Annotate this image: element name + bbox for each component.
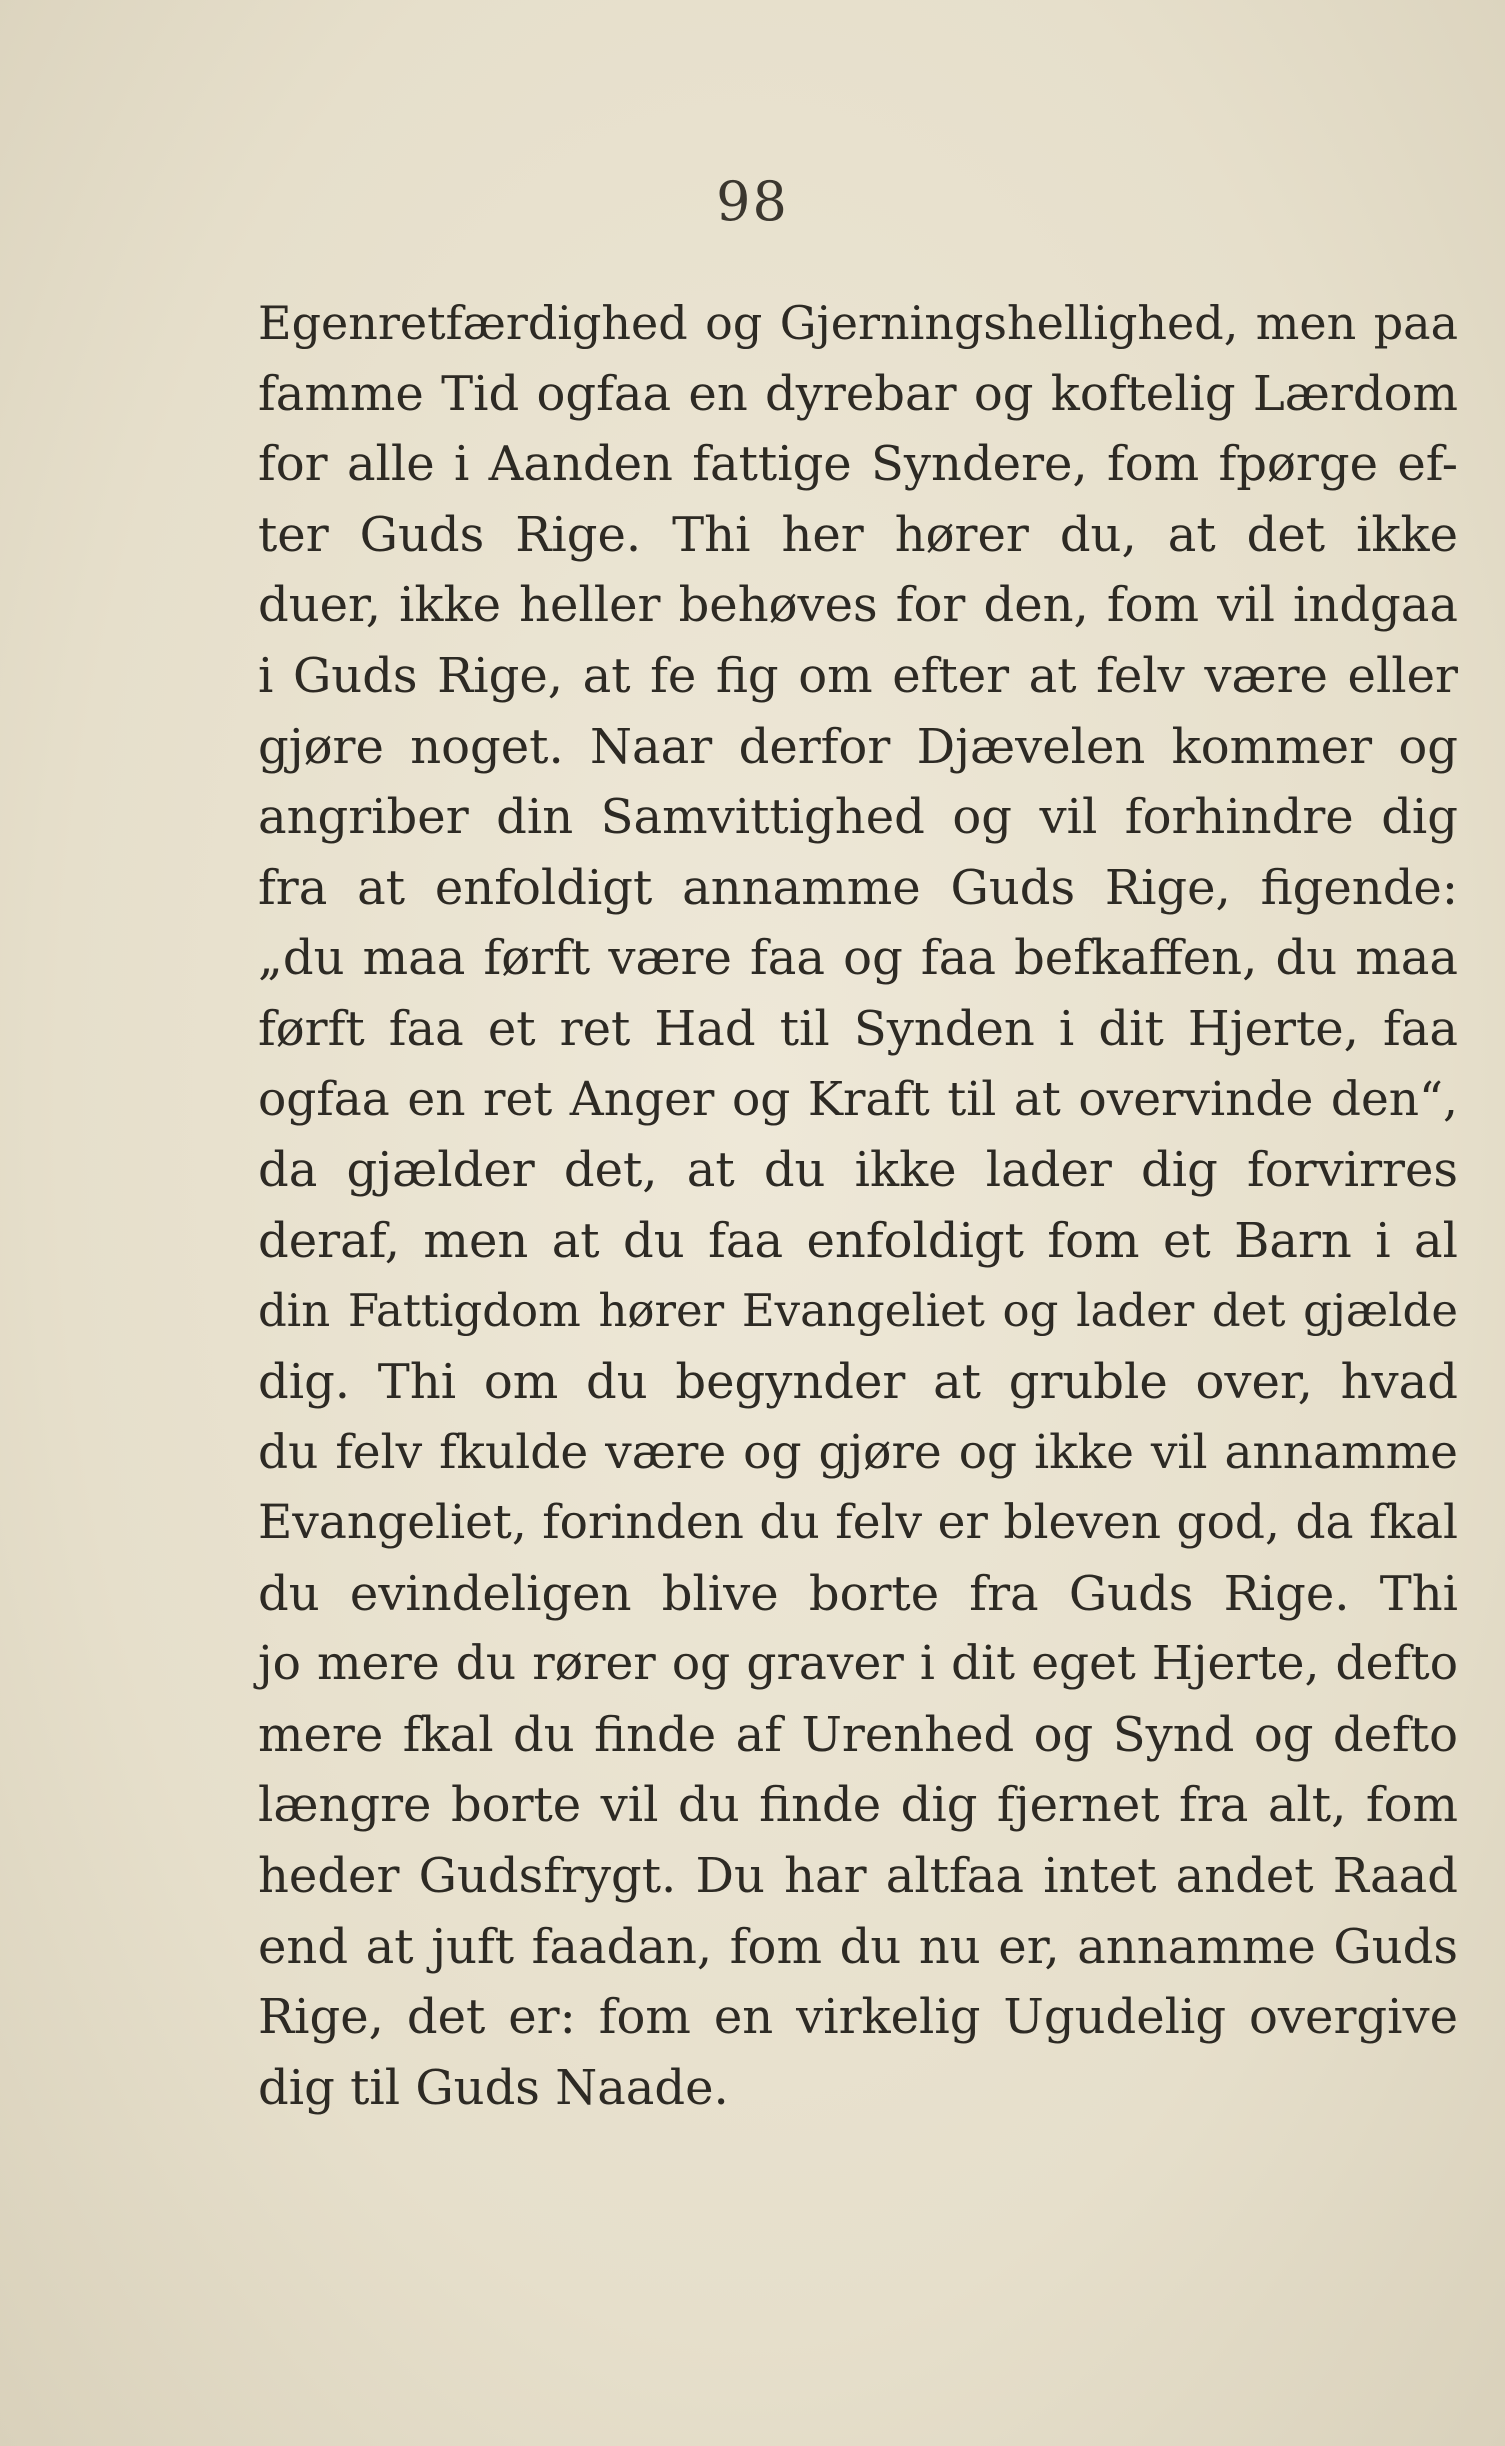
text-line: angriber din Samvittighed og vil forhindre dig: [258, 789, 1458, 846]
text-line: ter Guds Rige. Thi her hører du, at det ikke: [258, 506, 1458, 563]
text-line: dig. Thi om du begynder at gruble over, hvad: [258, 1353, 1458, 1410]
page-number: 98: [716, 170, 789, 233]
body-text: [258, 288, 1458, 2123]
text-line: da gjælder det, at du ikke lader dig forvirres: [258, 1142, 1458, 1199]
text-line: mere fkal du finde af Urenhed og Synd og defto: [258, 1706, 1458, 1763]
text-line: famme Tid ogfaa en dyrebar og koftelig Lærdom: [258, 365, 1458, 422]
text-line: Rige, det er: fom en virkelig Ugudelig overgive: [258, 1989, 1458, 2046]
text-line: længre borte vil du finde dig fjernet fra alt, fom: [258, 1777, 1458, 1834]
text-line: end at juft faadan, fom du nu er, annamme Guds: [258, 1918, 1458, 1975]
text-line: du evindeligen blive borte fra Guds Rige. Thi: [258, 1565, 1458, 1622]
text-line: jo mere du rører og graver i dit eget Hjerte, defto: [258, 1636, 1458, 1692]
text-line: heder Gudsfrygt. Du har altfaa intet andet Raad: [258, 1848, 1458, 1905]
text-line: for alle i Aanden fattige Syndere, fom fpørge ef-: [258, 436, 1458, 493]
text-line: din Fattigdom hører Evangeliet og lader det gjælde: [258, 1284, 1458, 1338]
text-line: deraf, men at du faa enfoldigt fom et Barn i al: [258, 1212, 1458, 1269]
text-line: førft faa et ret Had til Synden i dit Hjerte, faa: [258, 1000, 1458, 1057]
text-line: fra at enfoldigt annamme Guds Rige, figende:: [258, 859, 1458, 916]
text-line: dig til Guds Naade.: [258, 2059, 729, 2116]
text-line: „du maa førft være faa og faa befkaffen, du maa: [258, 930, 1458, 987]
text-line: gjøre noget. Naar derfor Djævelen kommer og: [258, 718, 1458, 775]
text-line: i Guds Rige, at fe fig om efter at felv være eller: [258, 647, 1458, 704]
text-line: du felv fkulde være og gjøre og ikke vil annamme: [258, 1424, 1458, 1480]
text-line: duer, ikke heller behøves for den, fom vil indgaa: [258, 577, 1458, 634]
text-line: Evangeliet, forinden du felv er bleven god, da fkal: [258, 1495, 1458, 1551]
text-line: ogfaa en ret Anger og Kraft til at overvinde den“,: [258, 1071, 1458, 1127]
text-line: Egenretfærdighed og Gjerningshellighed, men paa: [258, 296, 1458, 350]
